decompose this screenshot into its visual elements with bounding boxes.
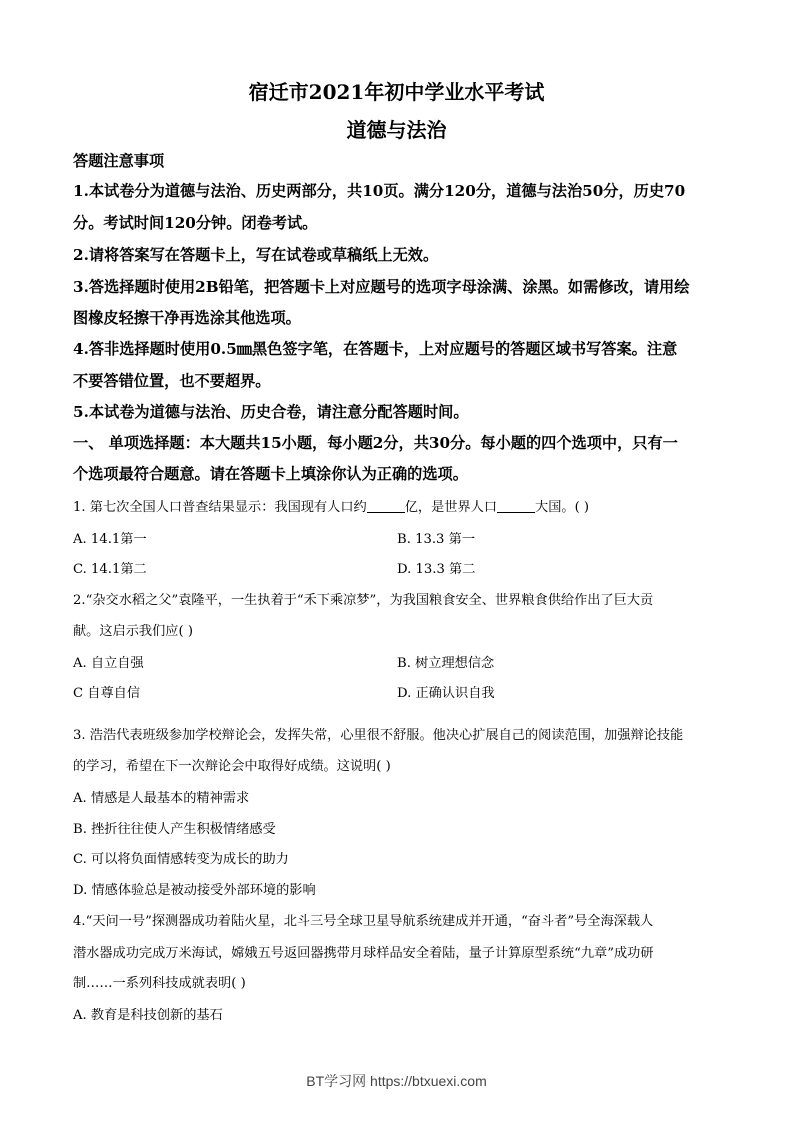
answer-blank: [497, 500, 535, 513]
question-3-option-b: B. 挫折往往使人产生积极情绪感受: [73, 822, 276, 837]
question-4-option-a: A. 教育是科技创新的基石: [73, 1008, 223, 1023]
question-4-stem: 4.“天问一号”探测器成功着陆火星，北斗三号全球卫星导航系统建成并开通，“奋斗者”号全海深载人: [73, 914, 654, 929]
question-1-option-b: B. 13.3 第一: [397, 532, 476, 547]
section-heading: 一、 单项选择题：本大题共15小题，每小题2分，共30分。每小题的四个选项中，只有一: [73, 434, 678, 452]
question-1-stem-part: 亿，是世界人口: [404, 500, 498, 515]
note-line: 3.答选择题时使用2B铅笔，把答题卡上对应题号的选项字母涂满、涂黑。如需修改，请用绘: [73, 278, 690, 296]
question-3-option-a: A. 情感是人最基本的精神需求: [73, 791, 250, 806]
note-line: 图橡皮轻擦干净再选涂其他选项。: [73, 309, 301, 327]
question-3-option-d: D. 情感体验总是被动接受外部环境的影响: [73, 883, 316, 898]
notes-heading: 答题注意事项: [73, 152, 165, 170]
page-footer: BT学习网 https://btxuexi.com: [306, 1073, 487, 1089]
question-1-stem-part: 大国。( ): [535, 500, 590, 515]
note-line: 1.本试卷分为道德与法治、历史两部分，共10页。满分120分，道德与法治50分，历史70: [73, 182, 686, 200]
section-heading: 个选项最符合题意。请在答题卡上填涂你认为正确的选项。: [73, 465, 468, 483]
question-3-stem: 的学习，希望在下一次辩论会中取得好成绩。这说明( ): [73, 759, 391, 774]
note-line: 4.答非选择题时使用0.5㎜黑色签字笔，在答题卡，上对应题号的答题区域书写答案。注意: [73, 340, 678, 358]
note-line: 2.请将答案写在答题卡上，写在试卷或草稿纸上无效。: [73, 246, 439, 264]
answer-blank: [367, 500, 405, 513]
note-line: 分。考试时间120分钟。闭卷考试。: [73, 214, 318, 232]
question-4-stem: 制……一系列科技成就表明( ): [73, 976, 246, 991]
note-line: 5.本试卷为道德与法治、历史合卷，请注意分配答题时间。: [73, 403, 469, 421]
question-4-stem: 潜水器成功完成万米海试，嫦娥五号返回器携带月球样品安全着陆，量子计算原型系统“九章”成功研: [73, 946, 654, 961]
question-3-stem: 3. 浩浩代表班级参加学校辩论会，发挥失常，心里很不舒服。他决心扩展自己的阅读范围，加强辩论技能: [73, 728, 684, 743]
question-2-stem: 献。这启示我们应( ): [73, 624, 193, 639]
question-2-option-c: C 自尊自信: [73, 686, 141, 701]
exam-title: 宿迁市2021年初中学业水平考试: [248, 80, 545, 104]
note-line: 不要答错位置，也不要超界。: [73, 372, 271, 390]
question-1-option-c: C. 14.1第二: [73, 562, 147, 577]
question-2-stem: 2.“杂交水稻之父”袁隆平，一生执着于“禾下乘凉梦”，为我国粮食安全、世界粮食供给作出了巨大贡: [73, 593, 654, 608]
question-3-option-c: C. 可以将负面情感转变为成长的助力: [73, 852, 289, 867]
question-1-option-d: D. 13.3 第二: [397, 562, 476, 577]
question-2-option-b: B. 树立理想信念: [397, 656, 495, 671]
question-1-option-a: A. 14.1第一: [73, 532, 147, 547]
question-1-stem: [73, 496, 589, 515]
question-2-option-a: A. 自立自强: [73, 656, 144, 671]
question-2-option-d: D. 正确认识自我: [397, 686, 495, 701]
question-1-stem-part: 1. 第七次全国人口普查结果显示：我国现有人口约: [73, 500, 367, 515]
exam-subject: 道德与法治: [346, 118, 447, 142]
